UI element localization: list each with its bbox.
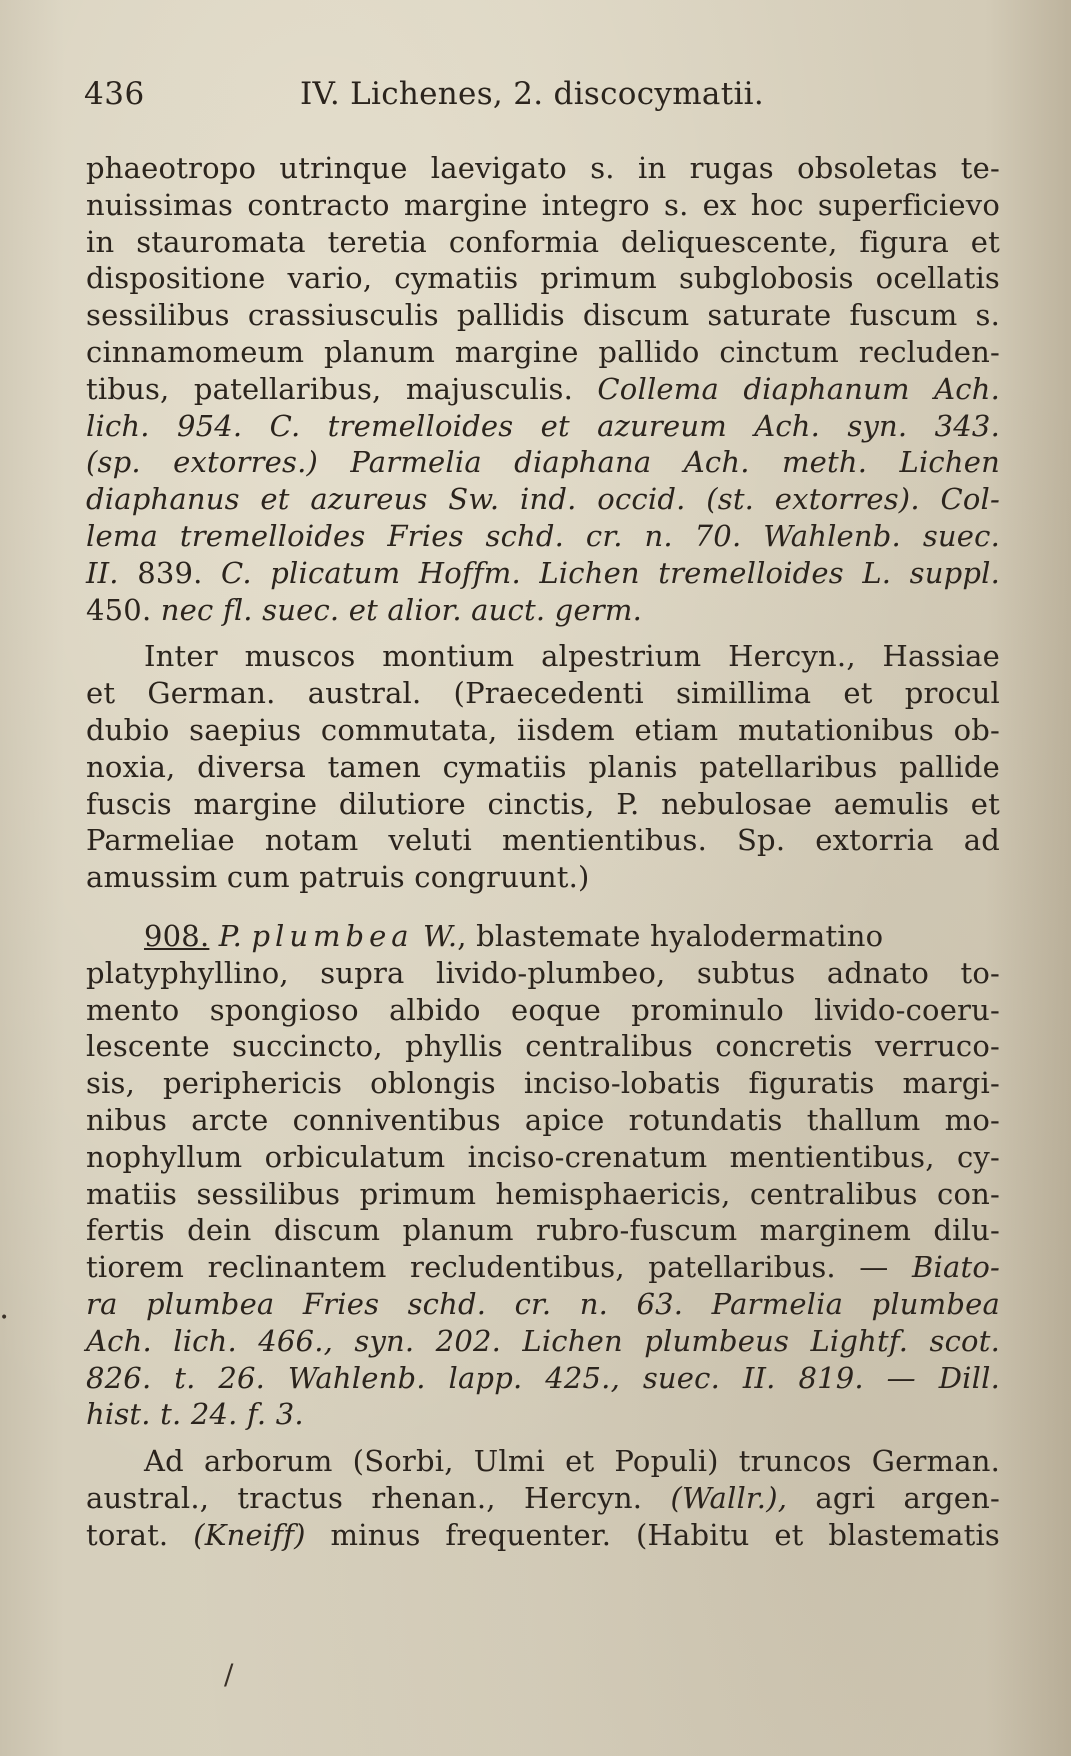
text-line: mento spongioso albido eoque prominulo livido-coeru-: [86, 992, 1000, 1027]
text-segment: minus frequenter. (Habitu et blastematis: [330, 1517, 1001, 1552]
text-line: Parmeliae notam veluti mentientibus. Sp. extorria ad: [86, 823, 1000, 858]
entry-genus: P.: [218, 918, 243, 953]
text-segment: austral., tractus rhenan., Hercyn.: [86, 1480, 643, 1515]
synonym-citation: Col-: [940, 482, 1000, 517]
text-segment: tiorem reclinantem recludentibus, patellaribus. —: [86, 1250, 889, 1285]
text-line: sis, periphericis oblongis inciso-lobatis figuratis margi-: [86, 1066, 1000, 1101]
text-segment: torat.: [86, 1517, 169, 1552]
page-number: 436: [84, 76, 145, 112]
text-line: dispositione vario, cymatiis primum subglobosis ocellatis: [86, 261, 1000, 296]
synonym-citation: II.: [86, 555, 119, 590]
text-line: matiis sessilibus primum hemisphaericis, centralibus con-: [86, 1176, 1000, 1211]
synonym-citation: hist. t. 24. f. 3.: [86, 1397, 304, 1432]
text-line: [86, 1480, 1000, 1517]
entry-author: W.: [422, 918, 458, 953]
text-line: nibus arcte conniventibus apice rotundatis thallum mo-: [86, 1102, 1000, 1137]
text-line: [86, 444, 1000, 481]
text-line: platyphyllino, supra livido-plumbeo, subtus adnato to-: [86, 955, 1000, 990]
text-line: [86, 371, 1000, 408]
text-line: fuscis margine dilutiore cinctis, P. nebulosae aemulis et: [86, 786, 1000, 821]
text-segment: agri argen-: [815, 1480, 1001, 1515]
paragraph-gap: [86, 896, 1000, 918]
text-segment: 839.: [137, 555, 203, 590]
body-text: [86, 150, 1000, 1553]
text-line: phaeotropo utrinque laevigato s. in rugas obsoletas te-: [86, 151, 1000, 185]
text-line: dubio saepius commutata, iisdem etiam mutationibus ob-: [86, 712, 1000, 747]
collector-citation: (Kneiff): [193, 1517, 306, 1552]
text-line: [86, 555, 1000, 592]
ink-mark: •: [0, 1310, 9, 1326]
entry-heading-line: [86, 918, 1000, 955]
text-line: Ad arborum (Sorbi, Ulmi et Populi) truncos German.: [144, 1444, 1000, 1479]
text-line: nuissimas contracto margine integro s. ex hoc superficievo: [86, 187, 1000, 222]
running-head: IV. Lichenes, 2. discocymatii.: [300, 76, 765, 112]
synonym-citation: Biato-: [912, 1250, 1000, 1285]
text-line: [86, 408, 1000, 445]
synonym-citation: nec fl. suec. et alior. auct. germ.: [160, 592, 642, 627]
entry-species: plumbea: [251, 918, 414, 953]
synonym-citation: ra plumbea Fries schd. cr. n. 63. Parmelia plumbea: [86, 1286, 1000, 1321]
synonym-citation: diaphanus et azureus Sw. ind. occid.: [86, 482, 686, 517]
species-entry-908: [86, 918, 1000, 1433]
synonym-citation: 826. t. 26. Wahlenb. lapp. 425., suec. II. 819. — Dill.: [86, 1360, 1000, 1395]
paragraph-description-continued: [86, 150, 1000, 628]
ink-mark: /: [224, 1658, 234, 1691]
text-line: [86, 1249, 1000, 1286]
text-line: et German. austral. (Praecedenti simillima et procul: [86, 676, 1000, 711]
text-segment: , blastemate hyalodermatino: [457, 918, 884, 953]
paragraph-habitat-908: [86, 1443, 1000, 1553]
text-line: [86, 518, 1000, 555]
text-line: Inter muscos montium alpestrium Hercyn., Hassiae: [144, 639, 1000, 674]
paragraph-gap: [86, 1433, 1000, 1443]
synonym-citation: lema tremelloides Fries schd. cr. n. 70. Wahlenb. suec.: [86, 518, 1000, 553]
text-line: cinnamomeum planum margine pallido cinctum recluden-: [86, 334, 1000, 369]
text-line: [86, 592, 1000, 629]
text-line: in stauromata teretia conformia deliquescente, figura et: [86, 224, 1000, 259]
text-line: amussim cum patruis congruunt.): [86, 860, 590, 895]
collector-citation: (Wallr.),: [670, 1480, 788, 1515]
entry-number: 908.: [144, 918, 210, 953]
text-line: sessilibus crassiusculis pallidis discum saturate fuscum s.: [86, 298, 1000, 333]
text-line: lescente succincto, phyllis centralibus concretis verruco-: [86, 1029, 1000, 1064]
text-line: [86, 481, 1000, 518]
synonym-citation: (st. extorres).: [706, 482, 920, 517]
synonym-citation: lich. 954. C. tremelloides et azureum Ach. syn. 343.: [86, 408, 1000, 443]
text-line: fertis dein discum planum rubro-fuscum marginem dilu-: [86, 1213, 1000, 1248]
text-line: [86, 1517, 1000, 1554]
text-line: noxia, diversa tamen cymatiis planis patellaribus pallide: [86, 749, 1000, 784]
synonym-citation: Parmelia diaphana Ach. meth. Lichen: [350, 445, 1000, 480]
text-line: nophyllum orbiculatum inciso-crenatum mentientibus, cy-: [86, 1139, 1000, 1174]
synonym-citation: Collema diaphanum Ach.: [597, 371, 1000, 406]
text-line: [86, 1323, 1000, 1360]
paragraph-habitat: [86, 638, 1000, 896]
text-line: [86, 1286, 1000, 1323]
synonym-citation: Ach. lich. 466., syn. 202. Lichen plumbeus Lightf. scot.: [86, 1323, 1000, 1358]
text-line: [86, 1360, 1000, 1397]
synonym-citation: (sp. extorres.): [86, 445, 319, 480]
page-header: [84, 76, 784, 120]
text-line: [86, 1396, 1000, 1433]
text-segment: tibus, patellaribus, majusculis.: [86, 371, 573, 406]
synonym-citation: C. plicatum Hoffm. Lichen tremelloides L. suppl.: [221, 555, 1001, 590]
paragraph-gap: [86, 628, 1000, 638]
text-segment: 450.: [86, 592, 152, 627]
